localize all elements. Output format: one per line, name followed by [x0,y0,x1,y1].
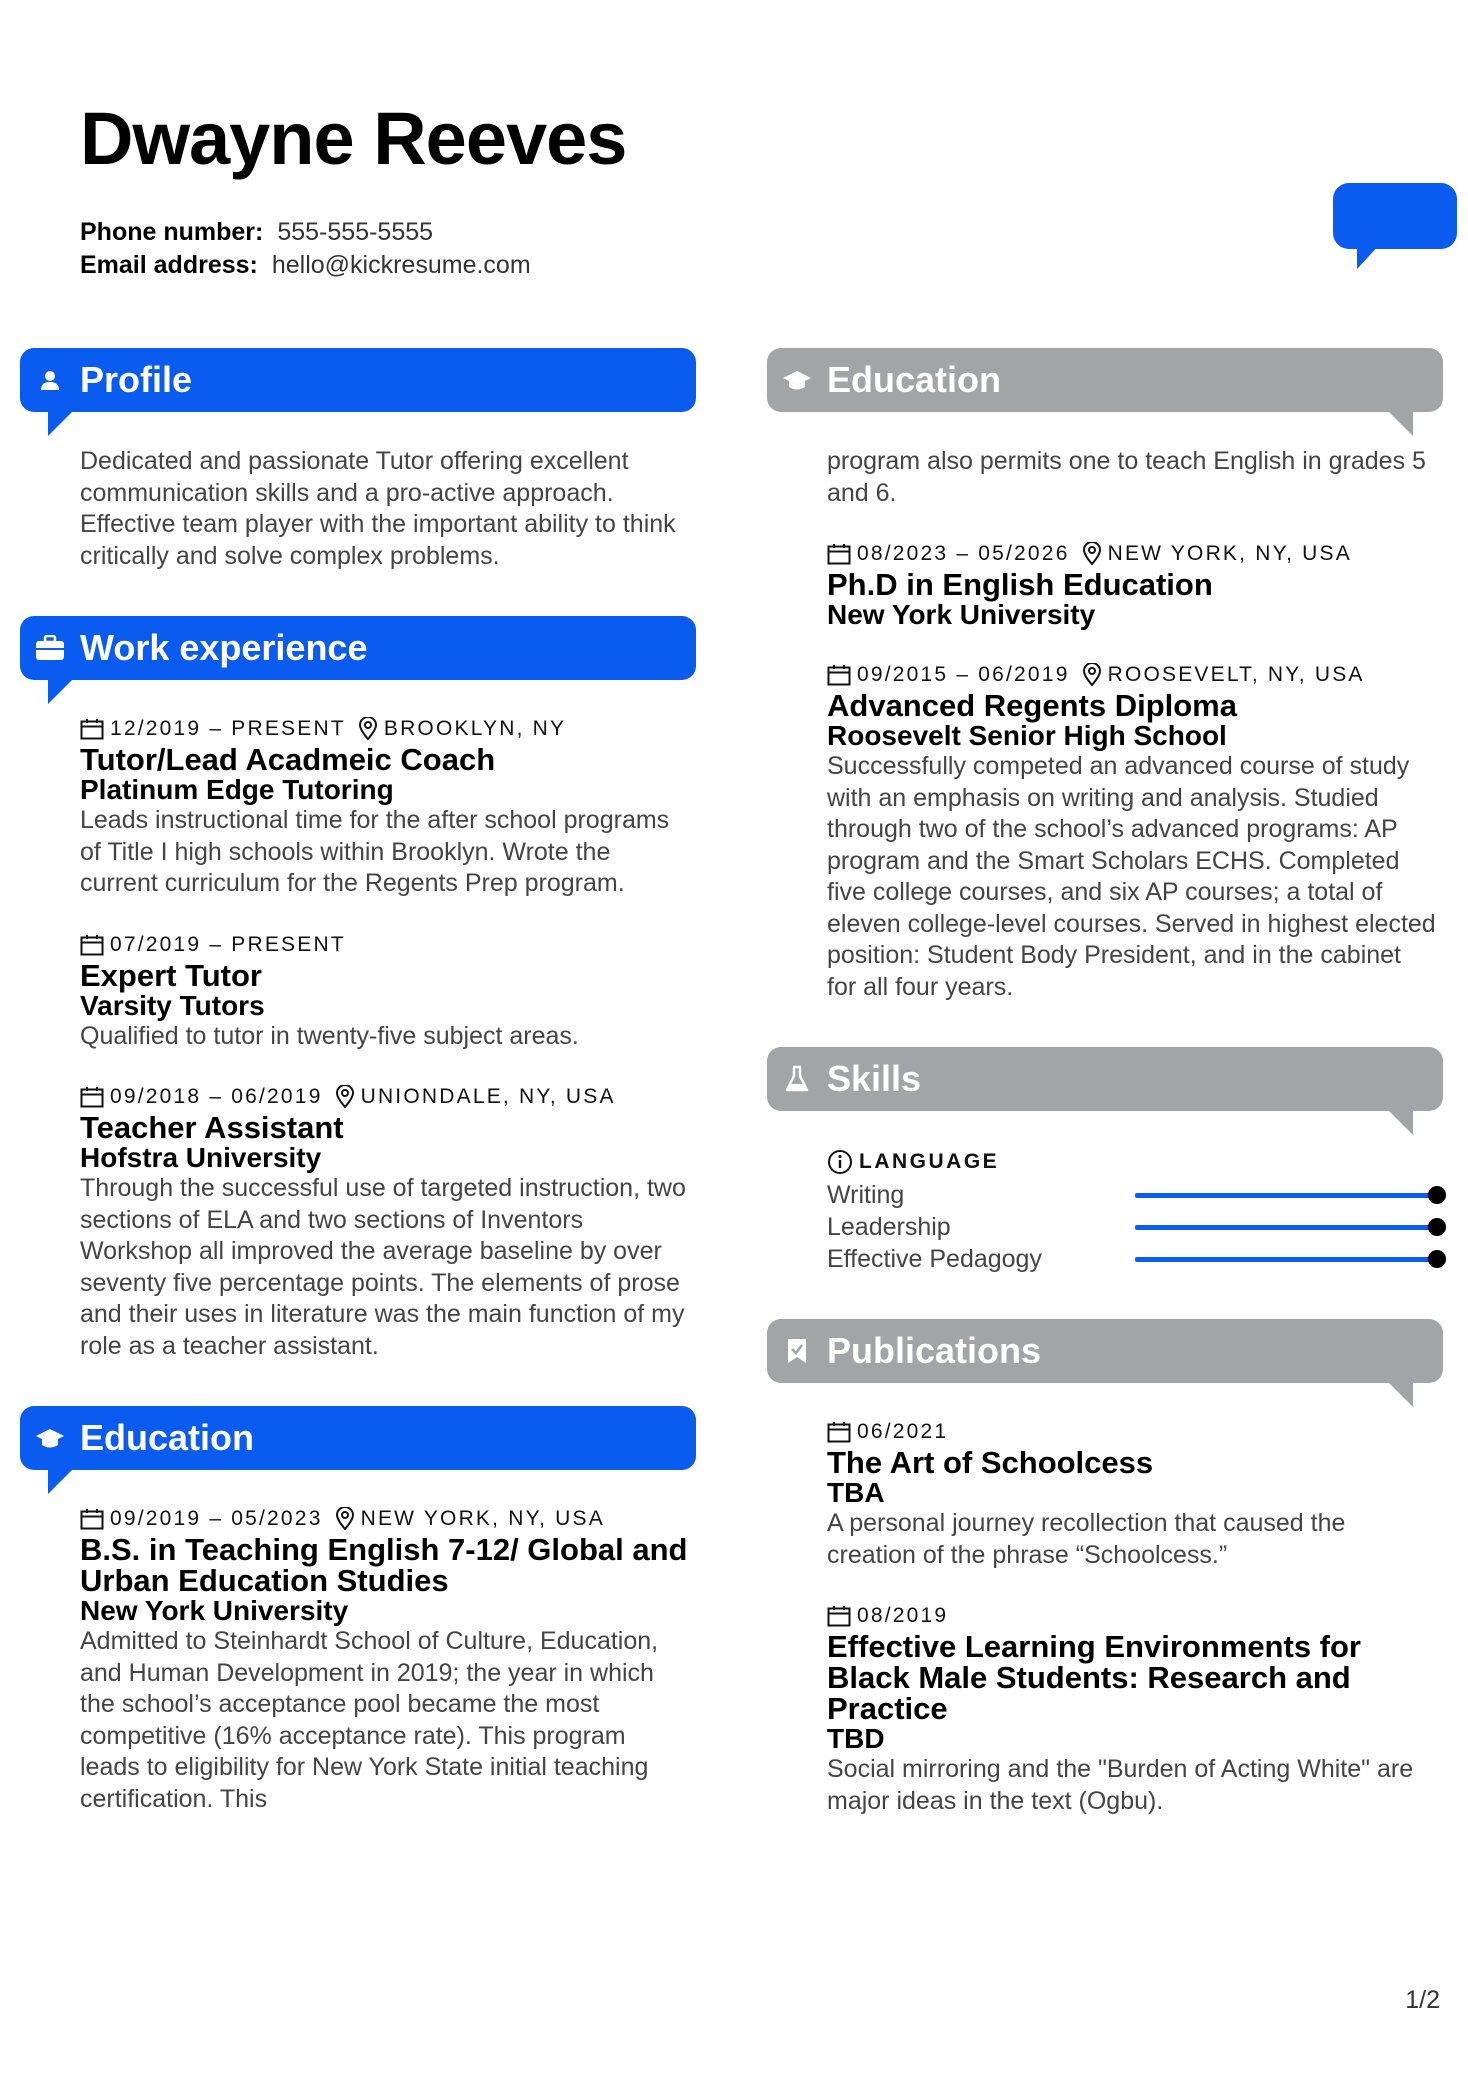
work-header [20,616,696,680]
education-date: 09/2019 – 05/2023 [110,1507,323,1530]
education-desc: Successfully competed an advanced course of study with an emphasis on writing and analysis. Studied through two of the school’s advanced programs: AP program and the Smart Scholars ECHS. Completed five college courses, and six AP courses; a total of eleven college-level courses. Served in highest elected position: Student Body President, and in the cabinet for all four years. [827,752,1436,1001]
education-date: 09/2015 – 06/2019 [857,663,1070,686]
skill-level-bar [1135,1193,1437,1198]
skill-name: Leadership [827,1212,951,1241]
left-column [20,348,696,1859]
skills-section [767,1047,1443,1275]
calendar-icon [80,1508,104,1530]
education-right-section [767,348,1443,1003]
education-continued-text: program also permits one to teach English in grades 5 and 6. [827,447,1426,507]
education-school: Roosevelt Senior High School [827,720,1227,751]
work-org: Varsity Tutors [80,989,265,1021]
work-org: Platinum Edge Tutoring [80,774,394,805]
education-desc: Admitted to Steinhardt School of Culture, Education, and Human Development in 2019; the year in which the school’s acceptance pool became the most competitive (16% acceptance rate). This program leads to eligibility for New York State initial teaching certification. This [80,1627,659,1813]
email-label: Email address: [80,251,258,279]
candidate-name: Dwayne Reeves [80,97,627,180]
education-title: Education [80,1417,255,1458]
work-section [20,616,696,1362]
location-pin-icon [358,717,378,741]
skill-level-dot [1428,1218,1446,1236]
calendar-icon [80,1086,104,1108]
work-date: 07/2019 – PRESENT [110,932,346,956]
publication-date: 08/2019 [857,1604,949,1627]
skill-level-dot [1428,1186,1446,1204]
education-left-section [20,1406,696,1815]
calendar-icon [827,1605,851,1627]
location-pin-icon [335,1507,355,1531]
skill-category [827,1145,1437,1179]
location-pin-icon [335,1085,355,1109]
calendar-icon [827,543,851,565]
location-pin-icon [1082,663,1102,687]
work-desc: Leads instructional time for the after school programs of Title I high schools within Brooklyn. Wrote the current curriculum for the Regents Prep program. [80,806,670,897]
work-date: 12/2019 – PRESENT [110,717,346,740]
work-desc: Through the successful use of targeted instruction, two sections of ELA and two sections of Inventors Workshop all improved the average baseline by over seventy five percentage points. The elements of prose and their uses in literature was the main function of my role as a teacher assistant. [80,1174,686,1360]
skill-category-label: LANGUAGE [859,1150,1000,1173]
publication-title: The Art of Schoolcess [827,1445,1154,1480]
info-icon [827,1149,853,1175]
right-column [767,348,1443,1861]
education-location: NEW YORK, NY, USA [360,1507,605,1530]
graduation-cap-icon [767,368,827,392]
education-degree: Advanced Regents Diploma [827,688,1237,723]
location-pin-icon [1082,542,1102,566]
profile-title: Profile [80,359,193,400]
skill-level-dot [1428,1250,1446,1268]
publications-title: Publications [827,1330,1042,1371]
work-desc: Qualified to tutor in twenty-five subject areas. [80,1021,579,1050]
work-entry [80,714,690,900]
work-location: BROOKLYN, NY [383,717,567,740]
email-line [80,249,531,282]
publication-entry [827,1417,1437,1571]
education-location: NEW YORK, NY, USA [1107,542,1352,565]
person-icon [20,369,80,391]
briefcase-icon [20,635,80,661]
skill-level-bar [1135,1257,1437,1262]
profile-header [20,348,696,412]
phone-line [80,216,531,249]
work-org: Hofstra University [80,1142,322,1173]
education-school: New York University [80,1595,349,1626]
publication-publisher: TBA [827,1477,885,1508]
calendar-icon [80,934,104,956]
calendar-icon [827,664,851,686]
skill-row [827,1179,1437,1211]
work-entry [80,930,690,1053]
publication-entry [827,1601,1437,1817]
publication-title: Effective Learning Environments for Black Male Students: Research and Practice [827,1629,1361,1726]
work-date: 09/2018 – 06/2019 [110,1085,323,1108]
work-location: UNIONDALE, NY, USA [360,1085,616,1108]
skill-name: Writing [827,1180,905,1209]
education-entry [827,539,1437,630]
education-title: Education [827,359,1002,400]
skill-row [827,1211,1437,1243]
publication-publisher: TBD [827,1723,885,1754]
education-date: 08/2023 – 05/2026 [857,542,1070,565]
education-entry [827,660,1437,1003]
calendar-icon [827,1421,851,1443]
profile-text: Dedicated and passionate Tutor offering excellent communication skills and a pro-active approach. Effective team player with the important ability to think critically and solve complex problems. [80,447,676,570]
publications-header [767,1319,1443,1383]
email-value: hello@kickresume.com [271,251,531,279]
profile-section [20,348,696,572]
publication-desc: Social mirroring and the "Burden of Acting White" are major ideas in the text (Ogbu). [827,1755,1414,1815]
education-entry [80,1504,690,1815]
work-title-text: Teacher Assistant [80,1110,344,1145]
speech-bubble-logo-icon [1333,183,1457,249]
work-title: Work experience [80,627,368,668]
skill-name: Effective Pedagogy [827,1244,1042,1273]
skills-header [767,1047,1443,1111]
bookmark-check-icon [767,1338,827,1364]
education-degree: Ph.D in English Education [827,567,1213,602]
skills-title: Skills [827,1058,922,1099]
publication-desc: A personal journey recollection that caused the creation of the phrase “Schoolcess.” [827,1509,1346,1569]
skill-row [827,1243,1437,1275]
skill-level-bar [1135,1225,1437,1230]
contact-info [80,216,531,282]
education-degree: B.S. in Teaching English 7-12/ Global and Urban Education Studies [80,1532,688,1598]
education-location: ROOSEVELT, NY, USA [1107,663,1365,686]
graduation-cap-icon [20,1426,80,1450]
flask-icon [767,1065,827,1093]
work-entry [80,1082,690,1362]
publications-section [767,1319,1443,1817]
work-title-text: Tutor/Lead Acadmeic Coach [80,742,496,777]
phone-label: Phone number: [80,218,264,246]
work-title-text: Expert Tutor [80,957,262,993]
education-school: New York University [827,599,1096,630]
education-header [20,1406,696,1470]
phone-value: 555-555-5555 [277,218,434,246]
calendar-icon [80,718,104,740]
page-number: 1/2 [1405,1986,1440,2014]
publication-date: 06/2021 [857,1420,949,1443]
education-header [767,348,1443,412]
